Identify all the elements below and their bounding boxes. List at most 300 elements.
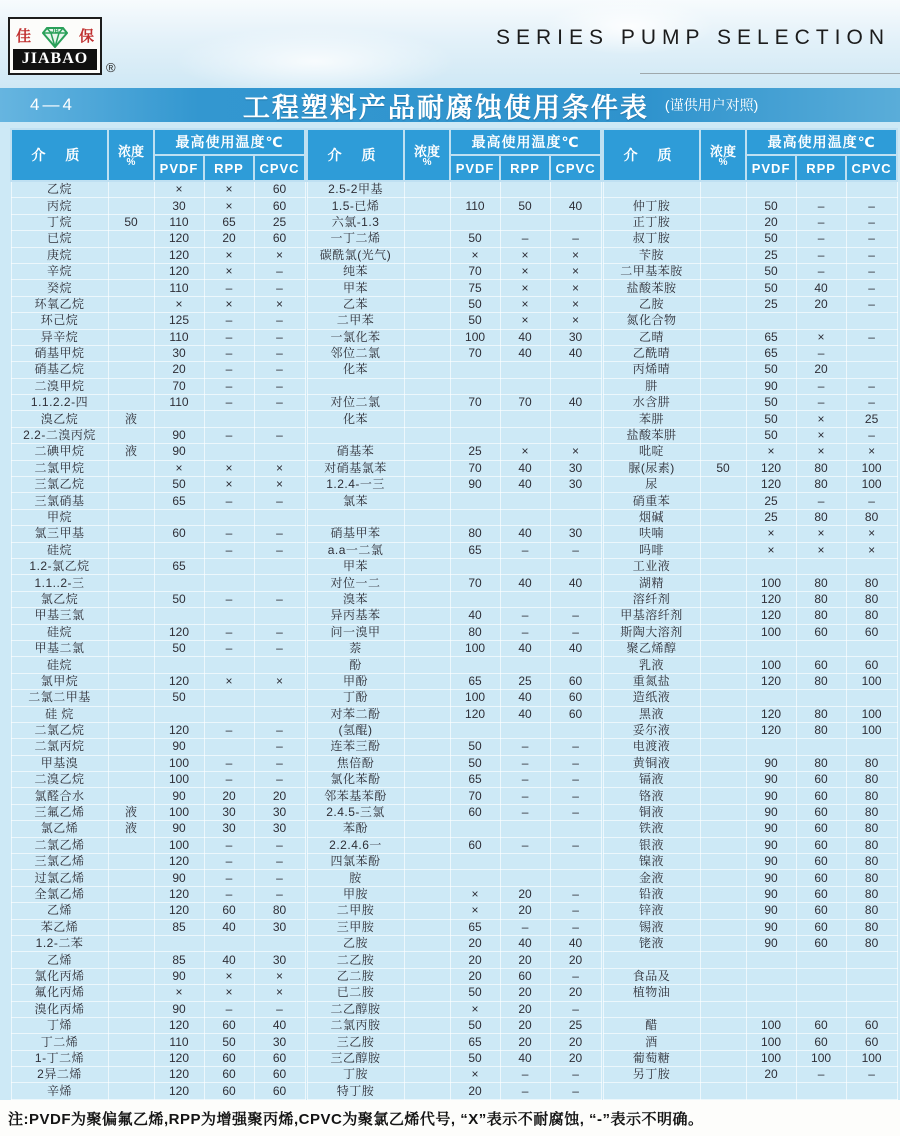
cell-cpvc: – (254, 854, 305, 870)
cell-medium: 镉液 (603, 772, 700, 788)
table-row (603, 755, 897, 771)
cell-concentration (404, 1067, 450, 1083)
cell-cpvc: – (254, 1001, 305, 1017)
table-row (603, 854, 897, 870)
cell-cpvc: – (846, 198, 897, 214)
table-row (11, 722, 305, 738)
cell-cpvc (846, 558, 897, 574)
cell-medium: 工业液 (603, 558, 700, 574)
cell-rpp: 60 (204, 903, 254, 919)
table-row (11, 198, 305, 214)
cell-rpp: – (204, 362, 254, 378)
cell-cpvc: – (254, 542, 305, 558)
cell-rpp: 20 (500, 886, 550, 902)
cell-rpp: – (204, 886, 254, 902)
table-row (603, 313, 897, 329)
cell-pvdf (450, 821, 500, 837)
table-row (307, 509, 601, 525)
cell-cpvc: × (846, 542, 897, 558)
cell-rpp: – (500, 837, 550, 853)
table-row (11, 477, 305, 493)
cell-pvdf: 100 (154, 804, 204, 820)
cell-concentration (700, 821, 746, 837)
cell-rpp: 80 (796, 673, 846, 689)
cell-rpp (500, 854, 550, 870)
cell-medium: 黄铜液 (603, 755, 700, 771)
cell-cpvc: 20 (254, 788, 305, 804)
cell-concentration (404, 1083, 450, 1099)
table-row (11, 706, 305, 722)
cell-rpp: 60 (796, 657, 846, 673)
cell-concentration (108, 575, 154, 591)
cell-rpp: × (500, 444, 550, 460)
cell-rpp: × (500, 280, 550, 296)
table-row (603, 526, 897, 542)
cell-concentration (404, 755, 450, 771)
cell-cpvc: 40 (550, 640, 601, 656)
cell-medium: 硝基乙烷 (11, 362, 108, 378)
cell-cpvc: × (254, 247, 305, 263)
cell-medium (603, 952, 700, 968)
cell-pvdf: × (450, 886, 500, 902)
cell-rpp: 40 (204, 952, 254, 968)
cell-rpp: × (500, 247, 550, 263)
cell-medium: 甲烷 (11, 509, 108, 525)
cell-rpp: – (204, 395, 254, 411)
cell-cpvc (550, 411, 601, 427)
cell-cpvc: 80 (846, 837, 897, 853)
table-row (307, 1017, 601, 1033)
cell-cpvc: 25 (254, 214, 305, 230)
col-header-cpvc: CPVC (550, 155, 601, 181)
cell-pvdf: 50 (450, 985, 500, 1001)
svg-text:JB: JB (51, 28, 59, 35)
cell-cpvc: – (846, 214, 897, 230)
cell-rpp (500, 427, 550, 443)
cell-concentration (404, 821, 450, 837)
cell-cpvc: – (254, 640, 305, 656)
cell-medium: 盐酸苯肼 (603, 427, 700, 443)
cell-pvdf (450, 591, 500, 607)
cell-cpvc (254, 657, 305, 673)
cell-rpp (500, 870, 550, 886)
table-row (603, 378, 897, 394)
cell-cpvc: 20 (550, 985, 601, 1001)
cell-pvdf: 90 (154, 968, 204, 984)
cell-rpp: – (500, 1083, 550, 1099)
cell-cpvc: 80 (846, 804, 897, 820)
cell-concentration (700, 968, 746, 984)
cell-rpp (796, 1001, 846, 1017)
cell-rpp: – (204, 526, 254, 542)
cell-concentration (108, 640, 154, 656)
cell-concentration (404, 558, 450, 574)
cell-rpp (796, 690, 846, 706)
table-row (307, 427, 601, 443)
cell-cpvc: – (846, 231, 897, 247)
logo-char-left: 佳 (16, 27, 32, 45)
cell-concentration (108, 395, 154, 411)
cell-rpp (796, 985, 846, 1001)
cell-medium: 二氯甲烷 (11, 460, 108, 476)
cell-concentration: 50 (700, 460, 746, 476)
cell-pvdf: 120 (154, 1050, 204, 1066)
cell-concentration (700, 985, 746, 1001)
col-header-medium: 介 质 (11, 129, 108, 181)
table-row (11, 788, 305, 804)
cell-rpp: × (204, 247, 254, 263)
cell-concentration (700, 903, 746, 919)
cell-rpp: – (796, 231, 846, 247)
cell-medium: 二甲胺 (307, 903, 404, 919)
cell-concentration (404, 395, 450, 411)
cell-cpvc (846, 181, 897, 198)
cell-medium: 对硝基氯苯 (307, 460, 404, 476)
cell-concentration (700, 526, 746, 542)
table-row (11, 886, 305, 902)
cell-cpvc: – (550, 755, 601, 771)
cell-pvdf (450, 427, 500, 443)
cell-medium: 邻苯基苯酚 (307, 788, 404, 804)
col-header-max-temp: 最高使用温度℃ (450, 129, 601, 155)
cell-cpvc: – (254, 755, 305, 771)
cell-concentration (108, 952, 154, 968)
cell-concentration (700, 690, 746, 706)
cell-cpvc (550, 591, 601, 607)
cell-medium: 金液 (603, 870, 700, 886)
table-row (603, 722, 897, 738)
cell-pvdf: 50 (450, 739, 500, 755)
cell-concentration (404, 985, 450, 1001)
cell-concentration (700, 739, 746, 755)
cell-pvdf: 110 (154, 329, 204, 345)
cell-medium: 铁液 (603, 821, 700, 837)
table-row (603, 706, 897, 722)
cell-medium: 1.1.2.2-四 (11, 395, 108, 411)
table-row (603, 477, 897, 493)
table-row (307, 706, 601, 722)
table-row (603, 1083, 897, 1099)
cell-rpp: × (796, 444, 846, 460)
cell-medium: 二乙醇胺 (307, 1001, 404, 1017)
cell-medium: 氯化苯酚 (307, 772, 404, 788)
cell-medium: 聚乙烯醇 (603, 640, 700, 656)
table-row (307, 247, 601, 263)
table-row (11, 935, 305, 951)
cell-cpvc: 30 (550, 477, 601, 493)
cell-pvdf: 120 (154, 903, 204, 919)
cell-concentration (700, 477, 746, 493)
cell-cpvc: – (550, 739, 601, 755)
table-row (307, 821, 601, 837)
cell-pvdf: 70 (450, 460, 500, 476)
cell-rpp: 60 (796, 886, 846, 902)
cell-rpp: 40 (500, 345, 550, 361)
cell-rpp: 80 (796, 509, 846, 525)
cell-cpvc (846, 1001, 897, 1017)
table-row (307, 231, 601, 247)
cell-concentration (108, 985, 154, 1001)
cell-medium: 溴乙烷 (11, 411, 108, 427)
cell-concentration (108, 837, 154, 853)
cell-rpp (500, 181, 550, 198)
cell-pvdf: 20 (450, 952, 500, 968)
cell-concentration (404, 886, 450, 902)
cell-cpvc: – (254, 526, 305, 542)
cell-pvdf: × (450, 903, 500, 919)
cell-concentration: 液 (108, 411, 154, 427)
cell-rpp: 60 (204, 1017, 254, 1033)
cell-cpvc: – (254, 886, 305, 902)
cell-medium (307, 427, 404, 443)
cell-cpvc (550, 870, 601, 886)
table-row (603, 460, 897, 476)
table-row (307, 1050, 601, 1066)
cell-rpp (204, 690, 254, 706)
cell-concentration (108, 362, 154, 378)
cell-medium: 2.5-2甲基 (307, 181, 404, 198)
table-row (11, 804, 305, 820)
cell-concentration (700, 509, 746, 525)
cell-pvdf: 25 (746, 247, 796, 263)
cell-cpvc (254, 690, 305, 706)
cell-concentration (700, 722, 746, 738)
cell-cpvc (846, 362, 897, 378)
series-title: SERIES PUMP SELECTION (495, 26, 890, 49)
diamond-gem-icon (42, 22, 68, 48)
cell-cpvc: 60 (254, 1067, 305, 1083)
cell-pvdf: 120 (154, 1083, 204, 1099)
cell-concentration (700, 837, 746, 853)
cell-medium: 癸烷 (11, 280, 108, 296)
cell-medium: 苯肼 (603, 411, 700, 427)
cell-medium: 乙烯 (11, 952, 108, 968)
cell-concentration (404, 788, 450, 804)
table-row (307, 640, 601, 656)
table-row (307, 378, 601, 394)
cell-concentration (404, 280, 450, 296)
table-row (11, 1050, 305, 1066)
cell-pvdf (746, 181, 796, 198)
cell-concentration (700, 296, 746, 312)
cell-concentration (404, 903, 450, 919)
cell-cpvc (254, 558, 305, 574)
cell-concentration (700, 181, 746, 198)
cell-pvdf: 90 (746, 854, 796, 870)
cell-cpvc: × (254, 968, 305, 984)
table-row (307, 280, 601, 296)
cell-medium: 硝基甲苯 (307, 526, 404, 542)
cell-concentration: 50 (108, 214, 154, 230)
cell-pvdf: 120 (154, 722, 204, 738)
cell-cpvc: – (254, 591, 305, 607)
cell-rpp: 60 (796, 919, 846, 935)
cell-pvdf: 90 (746, 837, 796, 853)
cell-concentration (700, 558, 746, 574)
cell-concentration (700, 1067, 746, 1083)
cell-concentration (108, 886, 154, 902)
cell-pvdf (746, 968, 796, 984)
cell-concentration (404, 804, 450, 820)
table-row (11, 493, 305, 509)
cell-medium: 甲基二氯 (11, 640, 108, 656)
cell-pvdf: × (154, 460, 204, 476)
cell-pvdf: 65 (450, 542, 500, 558)
cell-cpvc: – (254, 280, 305, 296)
cell-cpvc: – (254, 263, 305, 279)
cell-pvdf: 120 (154, 263, 204, 279)
cell-concentration (700, 1083, 746, 1099)
cell-pvdf: 50 (154, 477, 204, 493)
cell-cpvc: 20 (550, 1050, 601, 1066)
cell-pvdf: 65 (450, 1034, 500, 1050)
cell-concentration (404, 722, 450, 738)
table-row (603, 788, 897, 804)
cell-medium: 溴化丙烯 (11, 1001, 108, 1017)
cell-cpvc: 20 (550, 1034, 601, 1050)
table-row (11, 837, 305, 853)
cell-concentration: 液 (108, 444, 154, 460)
cell-cpvc (550, 558, 601, 574)
cell-cpvc: 60 (550, 690, 601, 706)
cell-rpp: × (204, 296, 254, 312)
cell-cpvc: 80 (846, 919, 897, 935)
table-row (307, 362, 601, 378)
cell-rpp: 70 (500, 395, 550, 411)
cell-concentration (700, 411, 746, 427)
table-row (603, 640, 897, 656)
cell-cpvc: – (550, 1067, 601, 1083)
table-row (11, 542, 305, 558)
cell-cpvc: – (550, 608, 601, 624)
cell-rpp: – (500, 739, 550, 755)
cell-rpp: × (204, 181, 254, 198)
cell-medium: 植物油 (603, 985, 700, 1001)
cell-pvdf: 90 (154, 427, 204, 443)
cell-medium: 呋喃 (603, 526, 700, 542)
cell-rpp (500, 657, 550, 673)
cell-concentration (700, 706, 746, 722)
cell-medium: 银液 (603, 837, 700, 853)
logo-wordmark: JIABAO (13, 49, 97, 70)
table-row (307, 952, 601, 968)
cell-medium: 妥尔液 (603, 722, 700, 738)
cell-pvdf: 120 (746, 722, 796, 738)
cell-pvdf: 90 (746, 903, 796, 919)
cell-pvdf: 50 (746, 280, 796, 296)
cell-medium: 化苯 (307, 411, 404, 427)
cell-pvdf: 20 (746, 1067, 796, 1083)
cell-rpp: 40 (500, 690, 550, 706)
cell-cpvc: × (254, 296, 305, 312)
table-row (11, 968, 305, 984)
cell-concentration (700, 673, 746, 689)
cell-rpp: – (204, 854, 254, 870)
table-row (11, 395, 305, 411)
cell-medium: 吗啡 (603, 542, 700, 558)
cell-concentration (404, 231, 450, 247)
cell-cpvc: 60 (254, 231, 305, 247)
cell-pvdf: 70 (450, 395, 500, 411)
cell-concentration (404, 247, 450, 263)
cell-medium: 乙烯 (11, 903, 108, 919)
cell-pvdf: 110 (154, 1034, 204, 1050)
cell-concentration (700, 804, 746, 820)
cell-medium: 斯陶大溶剂 (603, 624, 700, 640)
cell-cpvc (846, 345, 897, 361)
cell-pvdf: 20 (746, 214, 796, 230)
cell-cpvc: – (846, 427, 897, 443)
cell-medium: 盐酸苯胺 (603, 280, 700, 296)
cell-pvdf (450, 509, 500, 525)
cell-pvdf: × (450, 1067, 500, 1083)
cell-pvdf (746, 640, 796, 656)
cell-pvdf: 90 (154, 788, 204, 804)
cell-medium: 化苯 (307, 362, 404, 378)
cell-concentration (108, 198, 154, 214)
cell-rpp (796, 640, 846, 656)
table-row (603, 739, 897, 755)
cell-medium: 胺 (307, 870, 404, 886)
cell-rpp: 80 (796, 755, 846, 771)
cell-rpp (500, 591, 550, 607)
cell-rpp (796, 968, 846, 984)
cell-medium: 酚 (307, 657, 404, 673)
cell-pvdf: 50 (450, 231, 500, 247)
table-row (603, 263, 897, 279)
cell-concentration (700, 788, 746, 804)
cell-medium: 硅 烷 (11, 706, 108, 722)
cell-rpp: × (796, 526, 846, 542)
table-row (603, 1050, 897, 1066)
cell-cpvc (846, 313, 897, 329)
cell-pvdf: 50 (450, 1050, 500, 1066)
cell-medium: 二溴乙烷 (11, 772, 108, 788)
cell-pvdf: 60 (450, 804, 500, 820)
cell-cpvc (254, 935, 305, 951)
cell-cpvc: 40 (254, 1017, 305, 1033)
table-row (307, 296, 601, 312)
cell-medium: 连苯三酚 (307, 739, 404, 755)
table-row (307, 542, 601, 558)
cell-pvdf: × (746, 444, 796, 460)
cell-concentration (700, 1050, 746, 1066)
footnote-area (0, 1100, 900, 1136)
cell-medium: 硅烷 (11, 542, 108, 558)
table-row (307, 526, 601, 542)
cell-medium: 硅烷 (11, 657, 108, 673)
cell-rpp: × (796, 427, 846, 443)
cell-medium: 氯乙烷 (11, 591, 108, 607)
cell-rpp: 60 (796, 772, 846, 788)
cell-medium: 庚烷 (11, 247, 108, 263)
table-row (603, 870, 897, 886)
cell-rpp: 80 (796, 460, 846, 476)
table-row (307, 411, 601, 427)
cell-cpvc: – (254, 378, 305, 394)
cell-rpp: 20 (500, 985, 550, 1001)
cell-cpvc: 60 (846, 657, 897, 673)
cell-rpp: – (204, 427, 254, 443)
cell-medium: 脲(尿素) (603, 460, 700, 476)
cell-concentration (700, 263, 746, 279)
cell-cpvc: – (550, 804, 601, 820)
cell-cpvc: 80 (846, 870, 897, 886)
cell-concentration (108, 788, 154, 804)
cell-rpp: – (500, 919, 550, 935)
cell-rpp: × (204, 263, 254, 279)
cell-cpvc: – (550, 624, 601, 640)
